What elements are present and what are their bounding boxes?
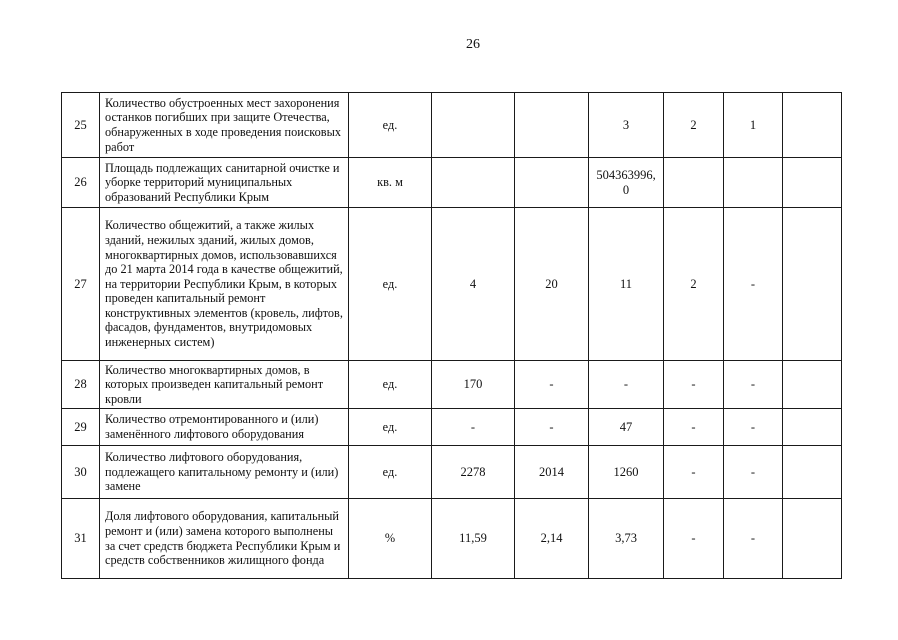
row-value: 3 <box>589 93 664 158</box>
row-value <box>783 446 842 499</box>
row-unit: ед. <box>349 208 432 361</box>
row-value: 11 <box>589 208 664 361</box>
row-value <box>515 93 589 158</box>
row-description: Площадь подлежащих санитарной очистке и уборке территорий муниципальных образований Республики Крым <box>100 158 349 208</box>
row-description: Количество обустроенных мест захоронения останков погибших при защите Отечества, обнаруженных в ходе проведения поисковых работ <box>100 93 349 158</box>
row-value <box>783 208 842 361</box>
row-description: Доля лифтового оборудования, капитальный ремонт и (или) замена которого выполнены за счет средств бюджета Республики Крым и средств собственников жилищного фонда <box>100 499 349 579</box>
row-number: 31 <box>62 499 100 579</box>
row-value <box>783 361 842 409</box>
row-value: 2014 <box>515 446 589 499</box>
table-row <box>62 158 842 208</box>
row-value: 20 <box>515 208 589 361</box>
row-value <box>783 93 842 158</box>
row-value: 170 <box>432 361 515 409</box>
row-unit: кв. м <box>349 158 432 208</box>
row-value <box>664 158 724 208</box>
row-value: 11,59 <box>432 499 515 579</box>
row-value: - <box>724 361 783 409</box>
row-value <box>432 158 515 208</box>
row-value: 1260 <box>589 446 664 499</box>
row-value <box>783 409 842 446</box>
page-number: 26 <box>466 37 480 52</box>
row-value: - <box>724 499 783 579</box>
row-number: 29 <box>62 409 100 446</box>
table-row <box>62 208 842 361</box>
row-description: Количество общежитий, а также жилых зданий, нежилых зданий, жилых домов, многоквартирных домов, использовавшихся до 21 марта 2014 года в качестве общежитий, на территории Республики Крым, в которых проведен капитальный ремонт конструктивных элементов (кровель, лифтов, фасадов, фундаментов, внутридомовых инженерных систем) <box>100 208 349 361</box>
row-value <box>783 499 842 579</box>
row-value: 2,14 <box>515 499 589 579</box>
row-number: 26 <box>62 158 100 208</box>
row-description: Количество лифтового оборудования, подлежащего капитальному ремонту и (или) замене <box>100 446 349 499</box>
row-value: - <box>515 361 589 409</box>
table-row <box>62 446 842 499</box>
row-value <box>783 158 842 208</box>
row-unit: ед. <box>349 361 432 409</box>
row-value: 2 <box>664 93 724 158</box>
indicators-table <box>61 92 842 579</box>
row-value: - <box>664 499 724 579</box>
row-unit: ед. <box>349 446 432 499</box>
row-value <box>515 158 589 208</box>
table-row <box>62 93 842 158</box>
row-unit: ед. <box>349 93 432 158</box>
row-value: 504363996, 0 <box>589 158 664 208</box>
row-value: 3,73 <box>589 499 664 579</box>
row-number: 25 <box>62 93 100 158</box>
row-value: - <box>515 409 589 446</box>
row-value: - <box>664 361 724 409</box>
row-unit: ед. <box>349 409 432 446</box>
row-number: 30 <box>62 446 100 499</box>
row-description: Количество отремонтированного и (или) заменённого лифтового оборудования <box>100 409 349 446</box>
row-value: - <box>724 208 783 361</box>
row-value: - <box>664 409 724 446</box>
row-value: - <box>664 446 724 499</box>
row-value <box>724 158 783 208</box>
row-value: 1 <box>724 93 783 158</box>
row-value: 4 <box>432 208 515 361</box>
row-value: 2 <box>664 208 724 361</box>
row-description: Количество многоквартирных домов, в которых произведен капитальный ремонт кровли <box>100 361 349 409</box>
row-value: 47 <box>589 409 664 446</box>
row-value: - <box>724 409 783 446</box>
row-unit: % <box>349 499 432 579</box>
row-value: 2278 <box>432 446 515 499</box>
row-number: 27 <box>62 208 100 361</box>
table-row <box>62 409 842 446</box>
table-row <box>62 499 842 579</box>
row-value: - <box>724 446 783 499</box>
row-number: 28 <box>62 361 100 409</box>
row-value: - <box>432 409 515 446</box>
table-row <box>62 361 842 409</box>
row-value: - <box>589 361 664 409</box>
row-value <box>432 93 515 158</box>
